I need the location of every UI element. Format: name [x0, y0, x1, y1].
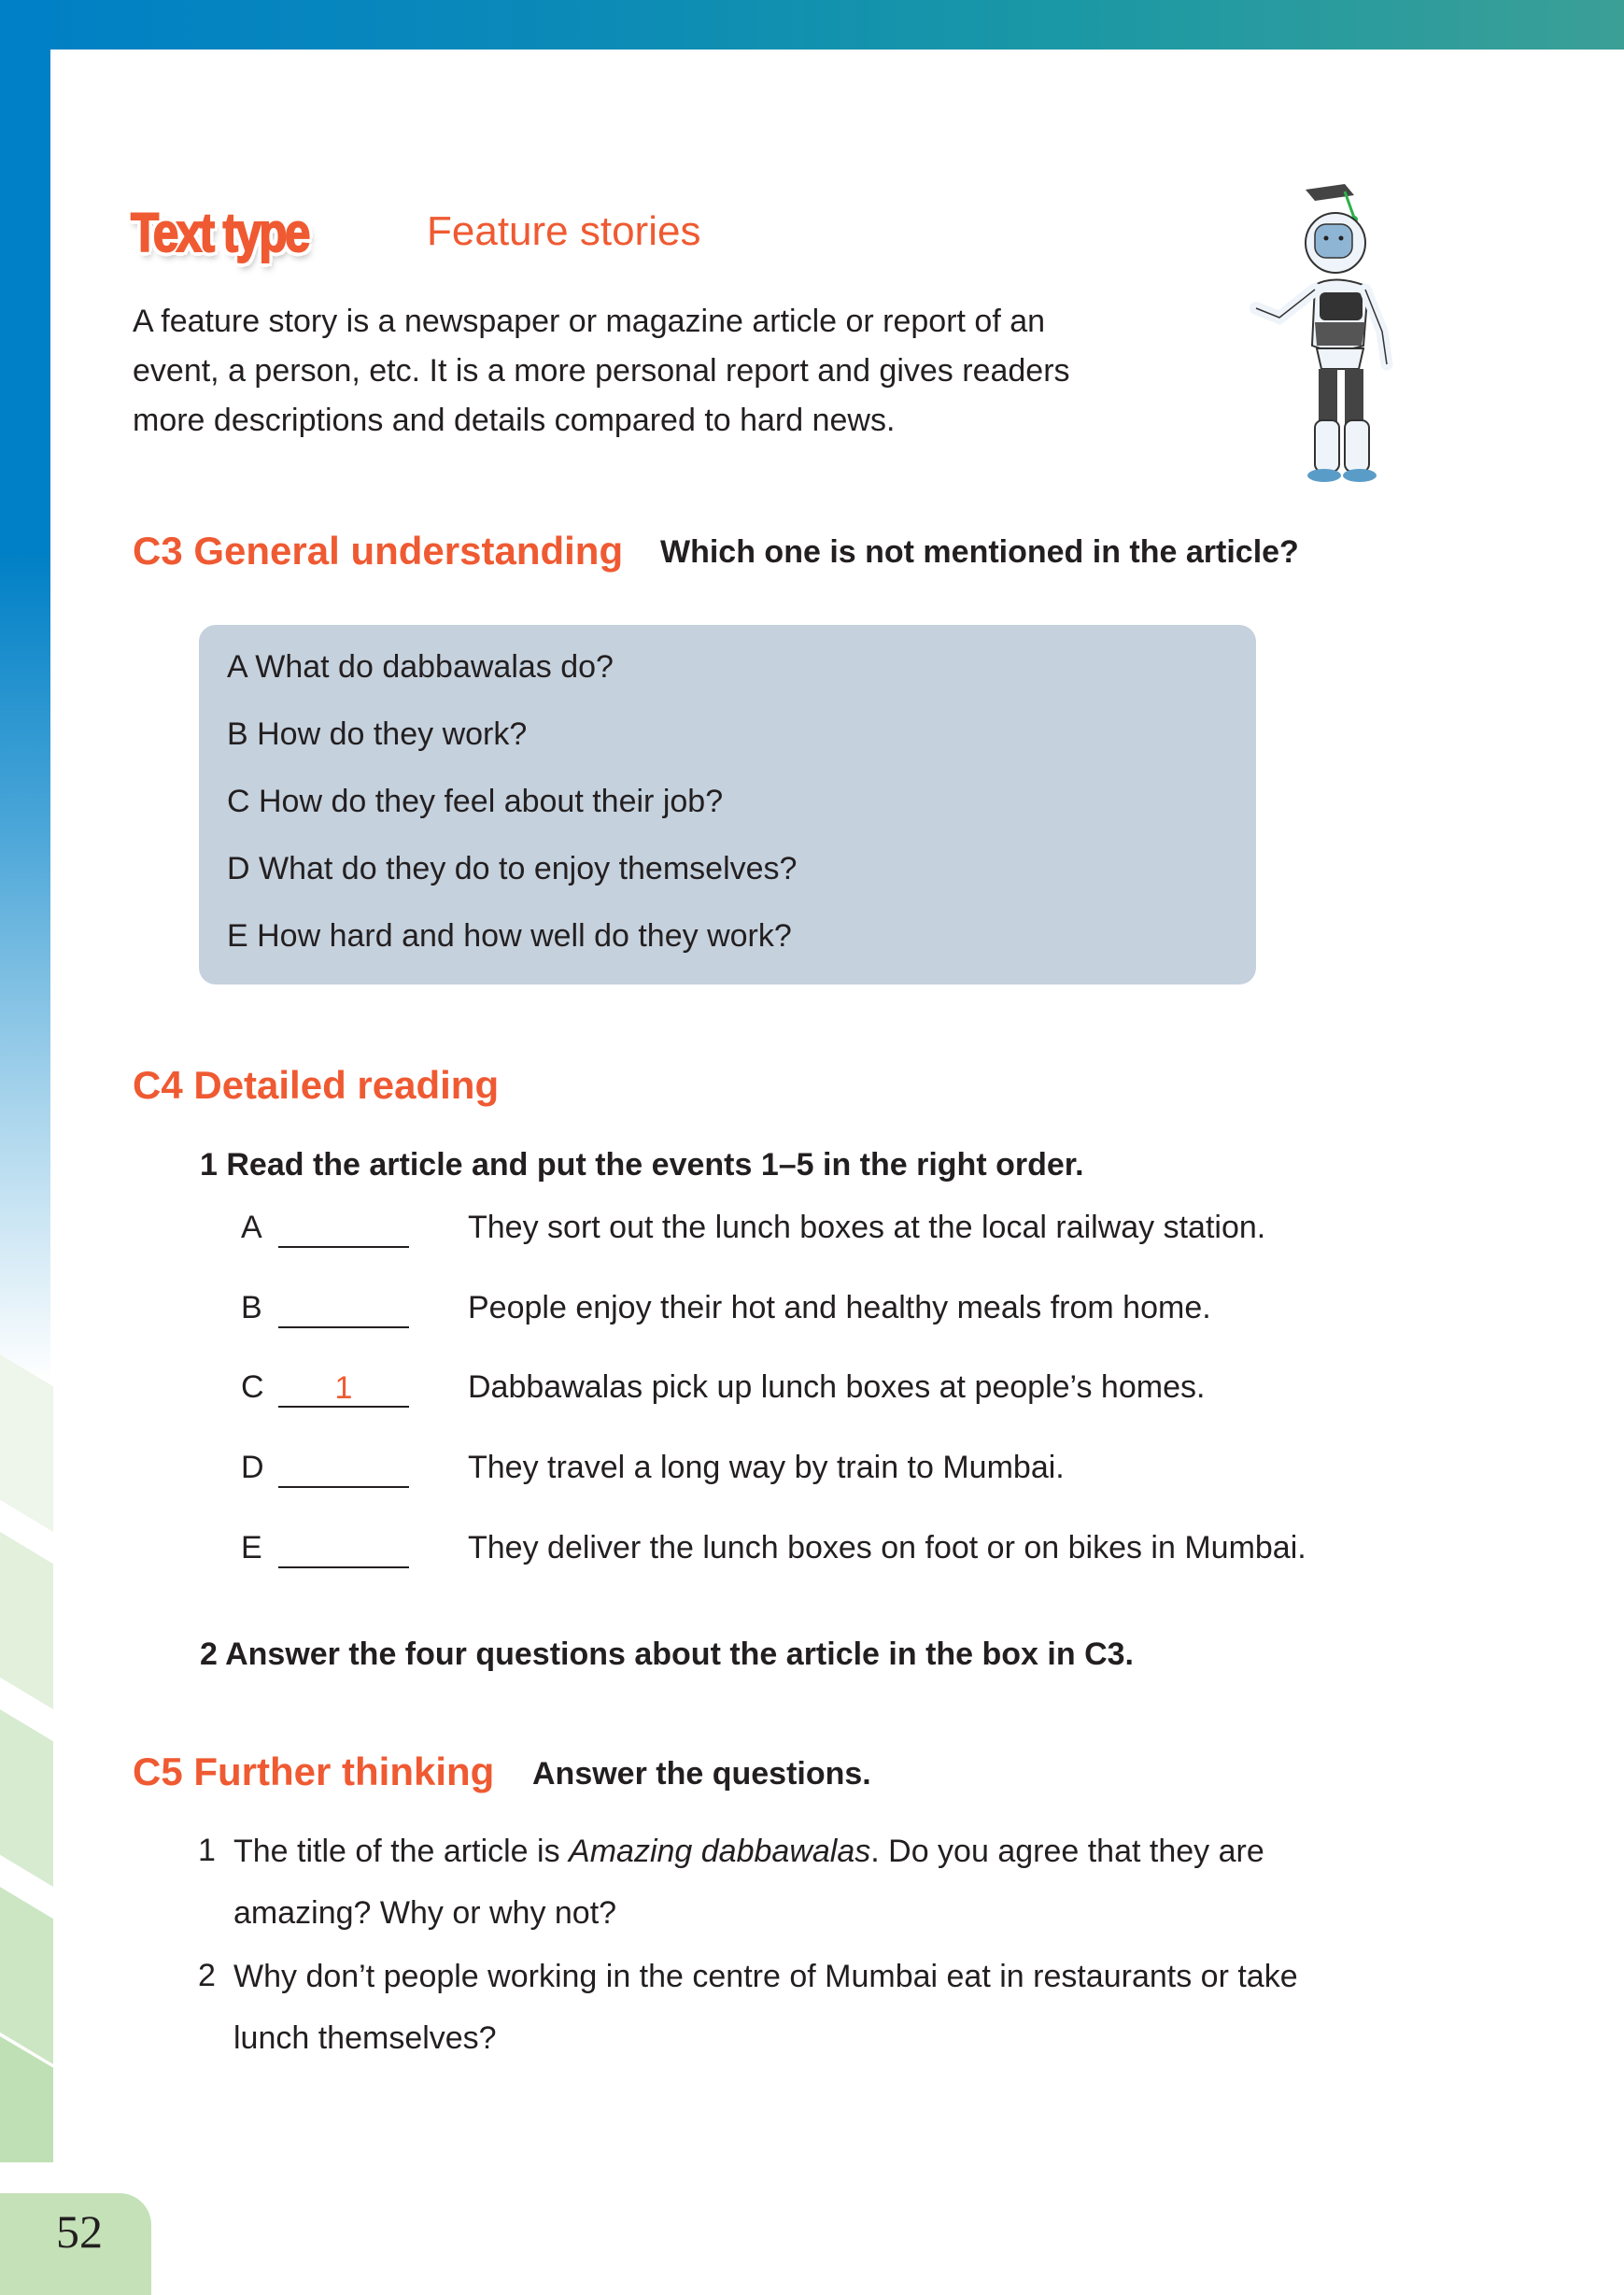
- intro-paragraph: [133, 297, 1188, 446]
- event-text: They deliver the lunch boxes on foot or on bikes in Mumbai.: [468, 1530, 1306, 1565]
- c3-instruction: Which one is not mentioned in the article?: [660, 534, 1299, 570]
- event-answer-blank[interactable]: [278, 1293, 409, 1328]
- text-type-badge: Text type: [131, 203, 308, 263]
- intro-line: more descriptions and details compared to hard news.: [133, 403, 896, 438]
- question-number: 1: [198, 1833, 216, 1868]
- c3-option: B How do they work?: [227, 716, 528, 752]
- c3-option: E How hard and how well do they work?: [227, 918, 792, 954]
- event-letter: B: [241, 1290, 262, 1325]
- event-answer-blank[interactable]: [278, 1533, 409, 1568]
- c5-instruction: Answer the questions.: [532, 1756, 871, 1792]
- decor-stripe: [0, 1532, 53, 1709]
- intro-line: event, a person, etc. It is a more personal report and gives readers: [133, 353, 1070, 389]
- event-answer-blank[interactable]: [278, 1452, 409, 1488]
- event-letter: D: [241, 1450, 264, 1485]
- c3-option: D What do they do to enjoy themselves?: [227, 851, 798, 886]
- decor-stripe: [0, 1887, 53, 2064]
- article-title: Amazing dabbawalas: [569, 1834, 871, 1869]
- event-text: Dabbawalas pick up lunch boxes at people’s homes.: [468, 1369, 1206, 1405]
- question-number: 2: [198, 1958, 216, 1993]
- event-text: They sort out the lunch boxes at the local railway station.: [468, 1210, 1266, 1245]
- c3-option: A What do dabbawalas do?: [227, 649, 614, 685]
- event-letter: E: [241, 1530, 262, 1565]
- intro-line: A feature story is a newspaper or magazine article or report of an: [133, 304, 1046, 339]
- event-answer-blank[interactable]: 1: [278, 1372, 409, 1408]
- page-number: 52: [56, 2205, 103, 2258]
- question-text-post: . Do you agree that they are amazing? Why or why not?: [233, 1834, 1264, 1931]
- question-text: [233, 1946, 1382, 2069]
- left-color-band: [0, 0, 50, 1382]
- decor-stripe: [0, 1709, 53, 1887]
- robot-mascot-icon: [1205, 182, 1410, 490]
- c4-heading: C4 Detailed reading: [133, 1063, 500, 1107]
- event-text: People enjoy their hot and healthy meals from home.: [468, 1290, 1211, 1325]
- text-type-subtitle: Feature stories: [427, 208, 701, 254]
- event-letter: A: [241, 1210, 262, 1245]
- c5-heading: C5 Further thinking: [133, 1750, 495, 1793]
- top-color-band: [0, 0, 1624, 50]
- c3-option: C How do they feel about their job?: [227, 784, 724, 819]
- c4-task-2: 2 Answer the four questions about the article in the box in C3.: [200, 1636, 1134, 1672]
- question-text-pre: The title of the article is: [233, 1834, 570, 1869]
- event-answer-blank[interactable]: [278, 1212, 409, 1248]
- question-text: [233, 1820, 1401, 1944]
- question-text-pre: Why don’t people working in the centre of Mumbai eat in restaurants or take lunch themselves?: [233, 1959, 1298, 2056]
- event-text: They travel a long way by train to Mumbai.: [468, 1450, 1065, 1485]
- event-letter: C: [241, 1369, 264, 1405]
- c4-task-1: 1 Read the article and put the events 1–5 in the right order.: [200, 1147, 1084, 1183]
- c3-heading: C3 General understanding: [133, 529, 624, 573]
